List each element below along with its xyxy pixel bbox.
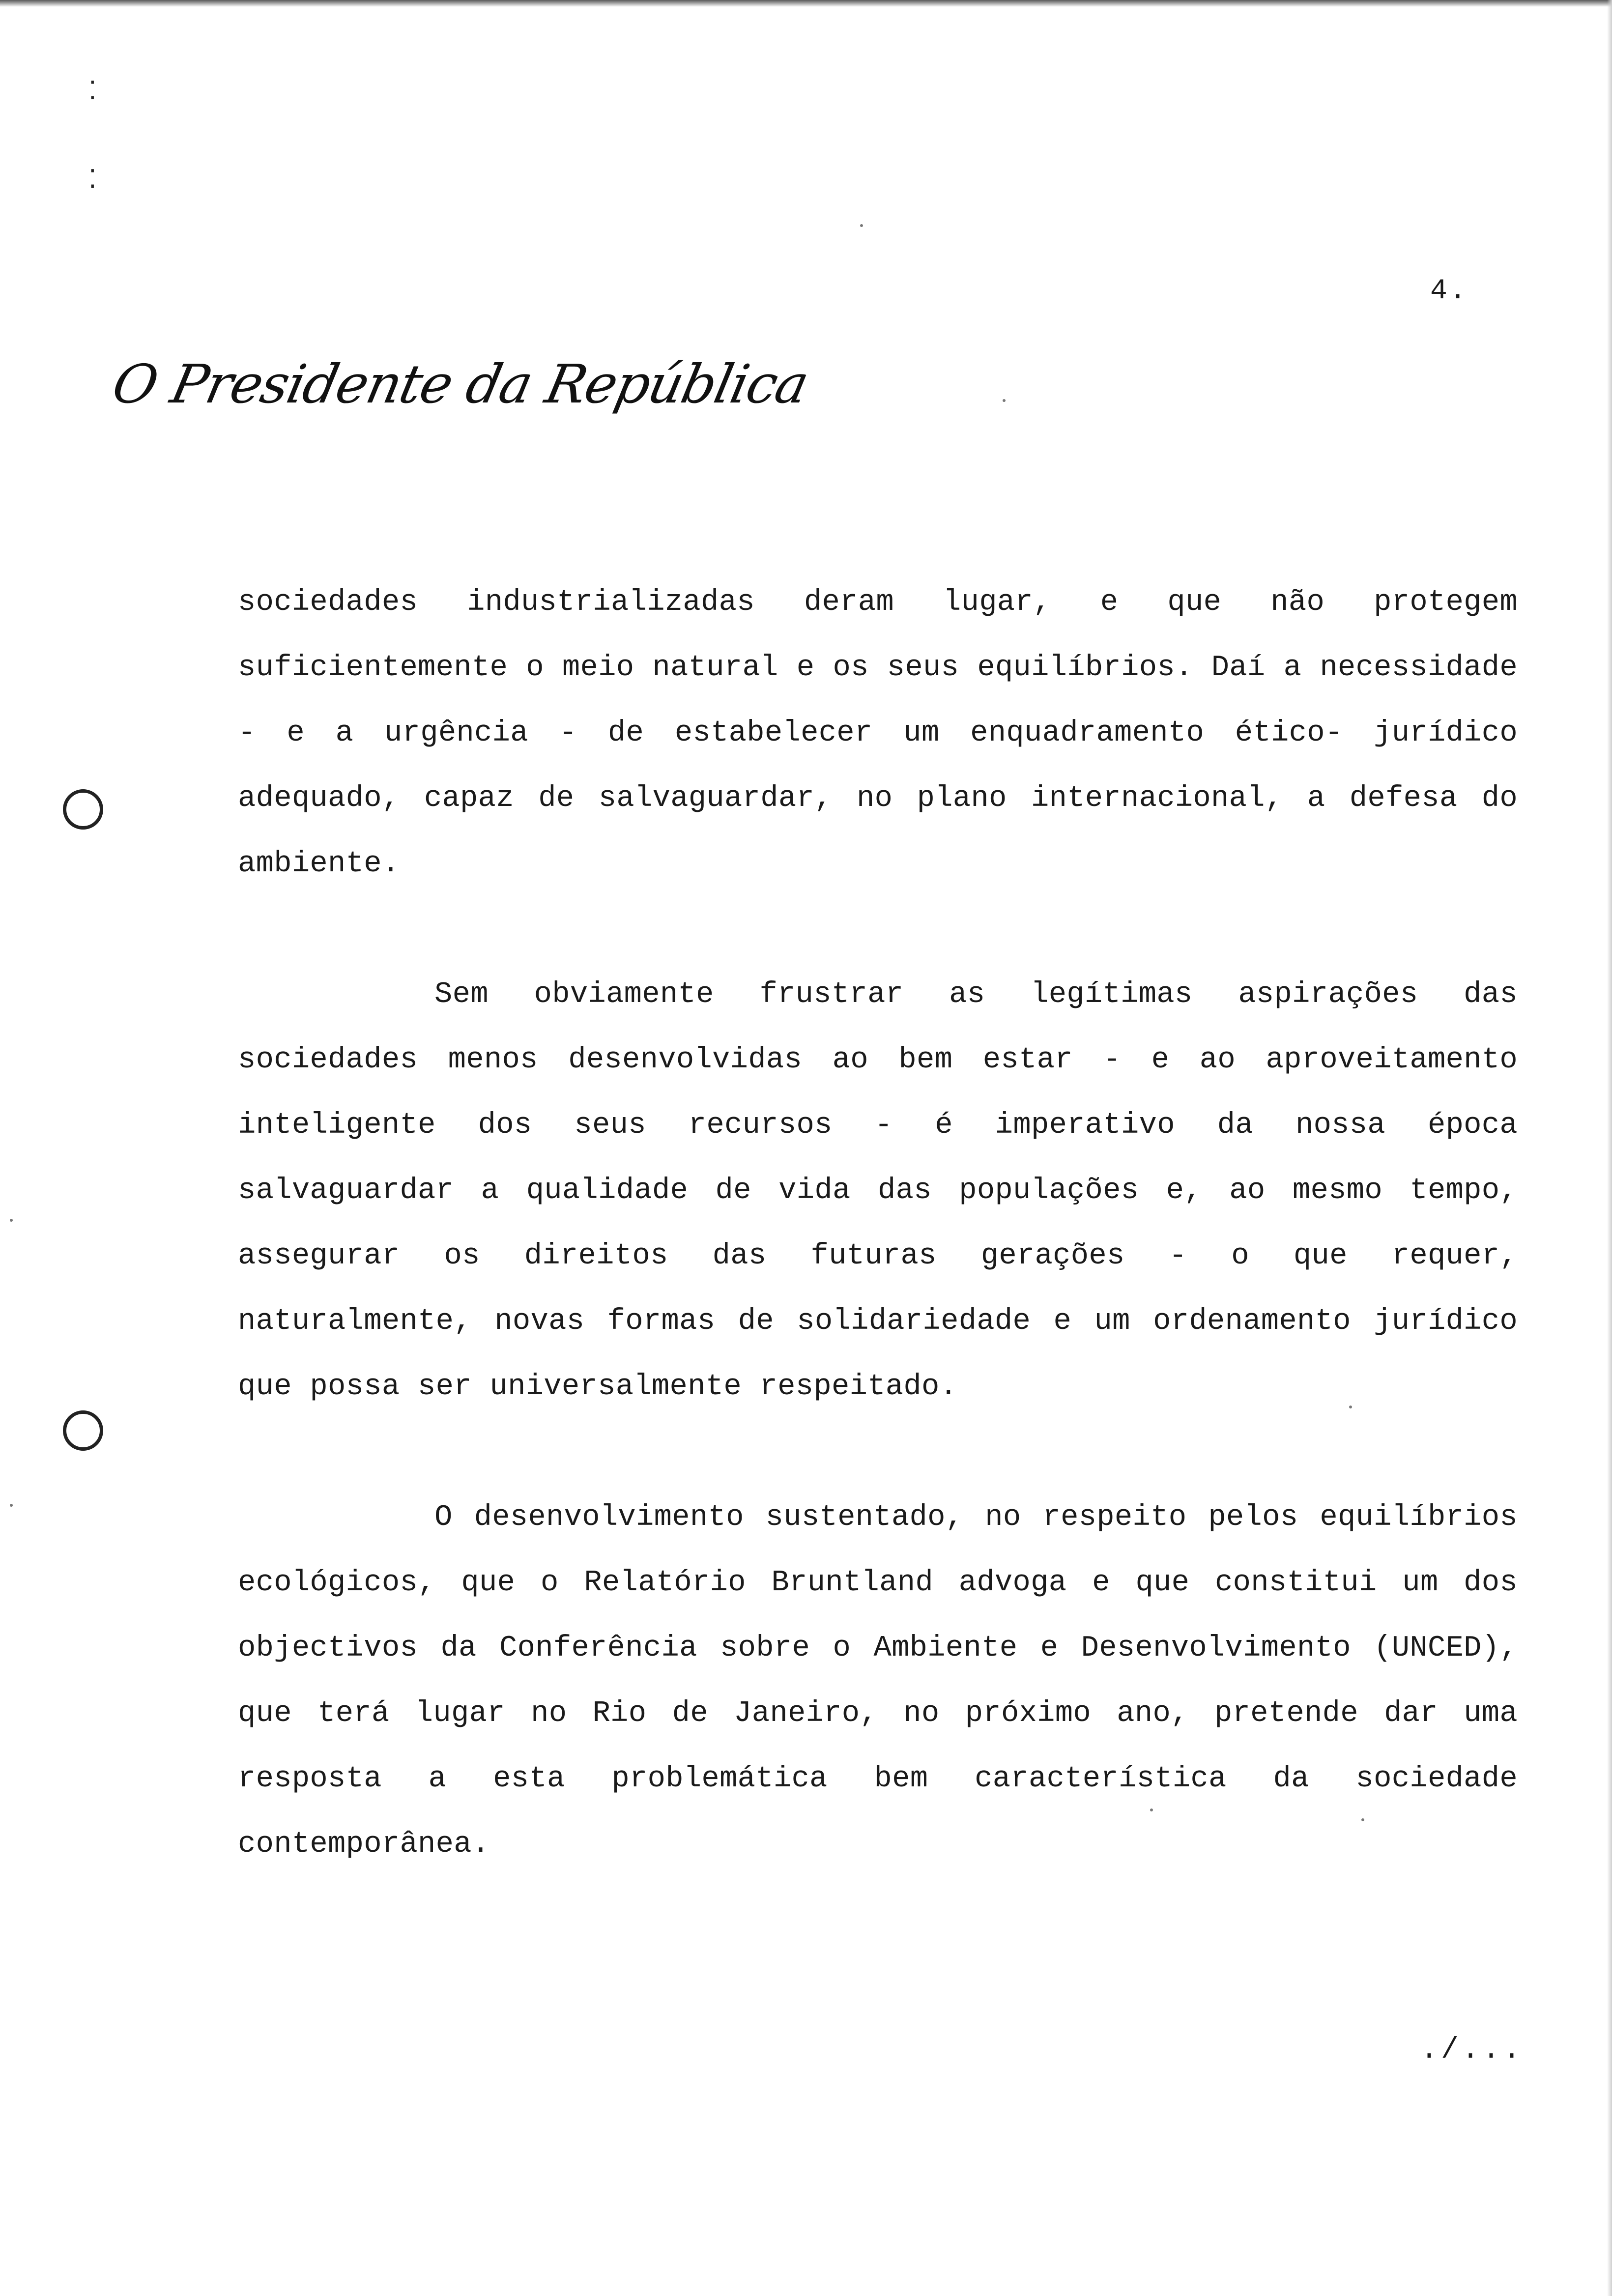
scan-speck xyxy=(10,1504,13,1507)
margin-mark: ⁚ xyxy=(88,77,97,105)
letterhead-title: O Presidente da República xyxy=(107,354,813,415)
scan-speck xyxy=(860,224,863,227)
paragraph-1: sociedades industrializadas deram lugar, e que não protegem suficientemente o meio natural e os seus equilíbrios. Daí a necessidade - e a urgência - de estabelecer um enquadramento ético- jurídico adequado, capaz de salvaguardar, no plano internacional, a defesa do ambiente. xyxy=(238,586,1518,881)
continuation-mark: ./... xyxy=(1420,2034,1524,2067)
punch-hole xyxy=(63,1410,103,1451)
paragraph-3: O desenvolvimento sustentado, no respeito pelos equilíbrios ecológicos, que o Relatório Bruntland advoga e que constitui um dos objectivos da Conferência sobre o Ambiente e Desenvolvimento (UNCED), que terá lugar no Rio de Janeiro, no próximo ano, pretende dar uma resposta a esta problemática bem característica da sociedade contemporânea. xyxy=(238,1501,1518,1861)
body-text xyxy=(238,570,1518,1877)
scan-right-edge xyxy=(1607,0,1612,2296)
scan-speck xyxy=(10,1219,13,1222)
punch-hole xyxy=(63,789,103,830)
scan-speck xyxy=(1349,1406,1352,1408)
scan-speck xyxy=(1150,1808,1153,1811)
margin-mark: ⁚ xyxy=(88,166,97,194)
scan-speck xyxy=(1361,1818,1364,1821)
scan-speck xyxy=(1003,399,1006,402)
page-number: 4. xyxy=(1430,275,1468,307)
paragraph-2: Sem obviamente frustrar as legítimas aspirações das sociedades menos desenvolvidas ao bem estar - e ao aproveitamento inteligente dos seus recursos - é imperativo da nossa época salvaguardar a qualidade de vida das populações e, ao mesmo tempo, assegurar os direitos das futuras gerações - o que requer, naturalmente, novas formas de solidariedade e um ordenamento jurídico que possa ser universalmente respeitado. xyxy=(238,978,1518,1404)
scan-top-edge xyxy=(0,0,1612,7)
